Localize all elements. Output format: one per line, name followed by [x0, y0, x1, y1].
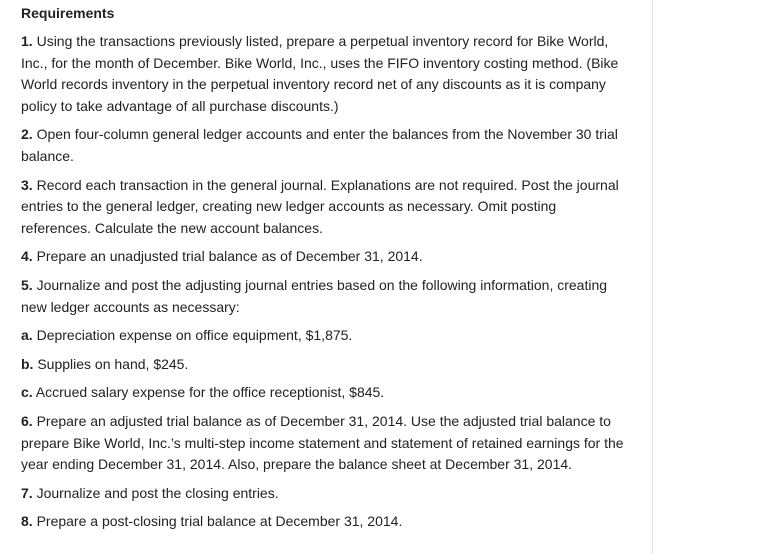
requirement-5c: [21, 382, 626, 404]
requirement-text: Prepare an unadjusted trial balance as of December 31, 2014.: [32, 248, 423, 265]
requirement-6: [21, 411, 626, 476]
requirement-number: a.: [21, 327, 33, 344]
requirement-text: Using the transactions previously listed, prepare a perpetual inventory record for Bike World, Inc., for the month of December. Bike World, Inc., uses the FIFO inventory costing method. (Bike World records inventory in the perpetual inventory record net of any discounts as it is company policy to take advantage of all purchase discounts.): [21, 33, 619, 114]
requirement-text: Supplies on hand, $245.: [33, 355, 189, 372]
requirement-number: c.: [21, 384, 33, 401]
requirement-number: 2.: [21, 126, 33, 143]
requirements-title: Requirements: [21, 5, 115, 21]
requirement-text: Prepare a post-closing trial balance at December 31, 2014.: [32, 513, 403, 530]
requirement-text: Accrued salary expense for the office receptionist, $845.: [32, 384, 385, 401]
requirement-number: 1.: [21, 33, 33, 49]
requirement-number: 3.: [21, 176, 33, 193]
requirement-5a: [21, 325, 626, 347]
requirement-number: 5.: [21, 276, 33, 293]
requirement-5: [21, 275, 626, 318]
requirement-text: Open four-column general ledger accounts and enter the balances from the November 30 trial balance.: [21, 126, 618, 164]
requirement-2: [21, 124, 626, 167]
requirement-number: 6.: [21, 412, 33, 429]
requirement-8: [21, 511, 626, 533]
requirement-text: Record each transaction in the general journal. Explanations are not required. Post the journal entries to the general ledger, creating new ledger accounts as necessary. Omit posting references. Calculate the new account balances.: [21, 176, 619, 236]
requirement-number: 7.: [21, 484, 33, 501]
right-blank-pane: [654, 0, 775, 554]
requirement-number: 8.: [21, 513, 33, 530]
requirement-4: [21, 246, 626, 268]
requirement-3: [21, 175, 626, 240]
requirement-text: Prepare an adjusted trial balance as of December 31, 2014. Use the adjusted trial balance to prepare Bike World, Inc.’s multi-step income statement and statement of retained earnings for the year ending December 31, 2014. Also, prepare the balance sheet at December 31, 2014.: [21, 412, 624, 473]
requirement-1: [21, 31, 626, 117]
requirement-7: [21, 483, 626, 505]
requirement-number: b.: [21, 355, 34, 372]
requirement-5b: [21, 354, 626, 376]
requirement-text: Depreciation expense on office equipment, $1,875.: [32, 327, 353, 344]
requirement-text: Journalize and post the closing entries.: [32, 484, 279, 501]
requirement-number: 4.: [21, 248, 33, 265]
requirement-text: Journalize and post the adjusting journal entries based on the following information, creating new ledger accounts as necessary:: [21, 276, 608, 315]
